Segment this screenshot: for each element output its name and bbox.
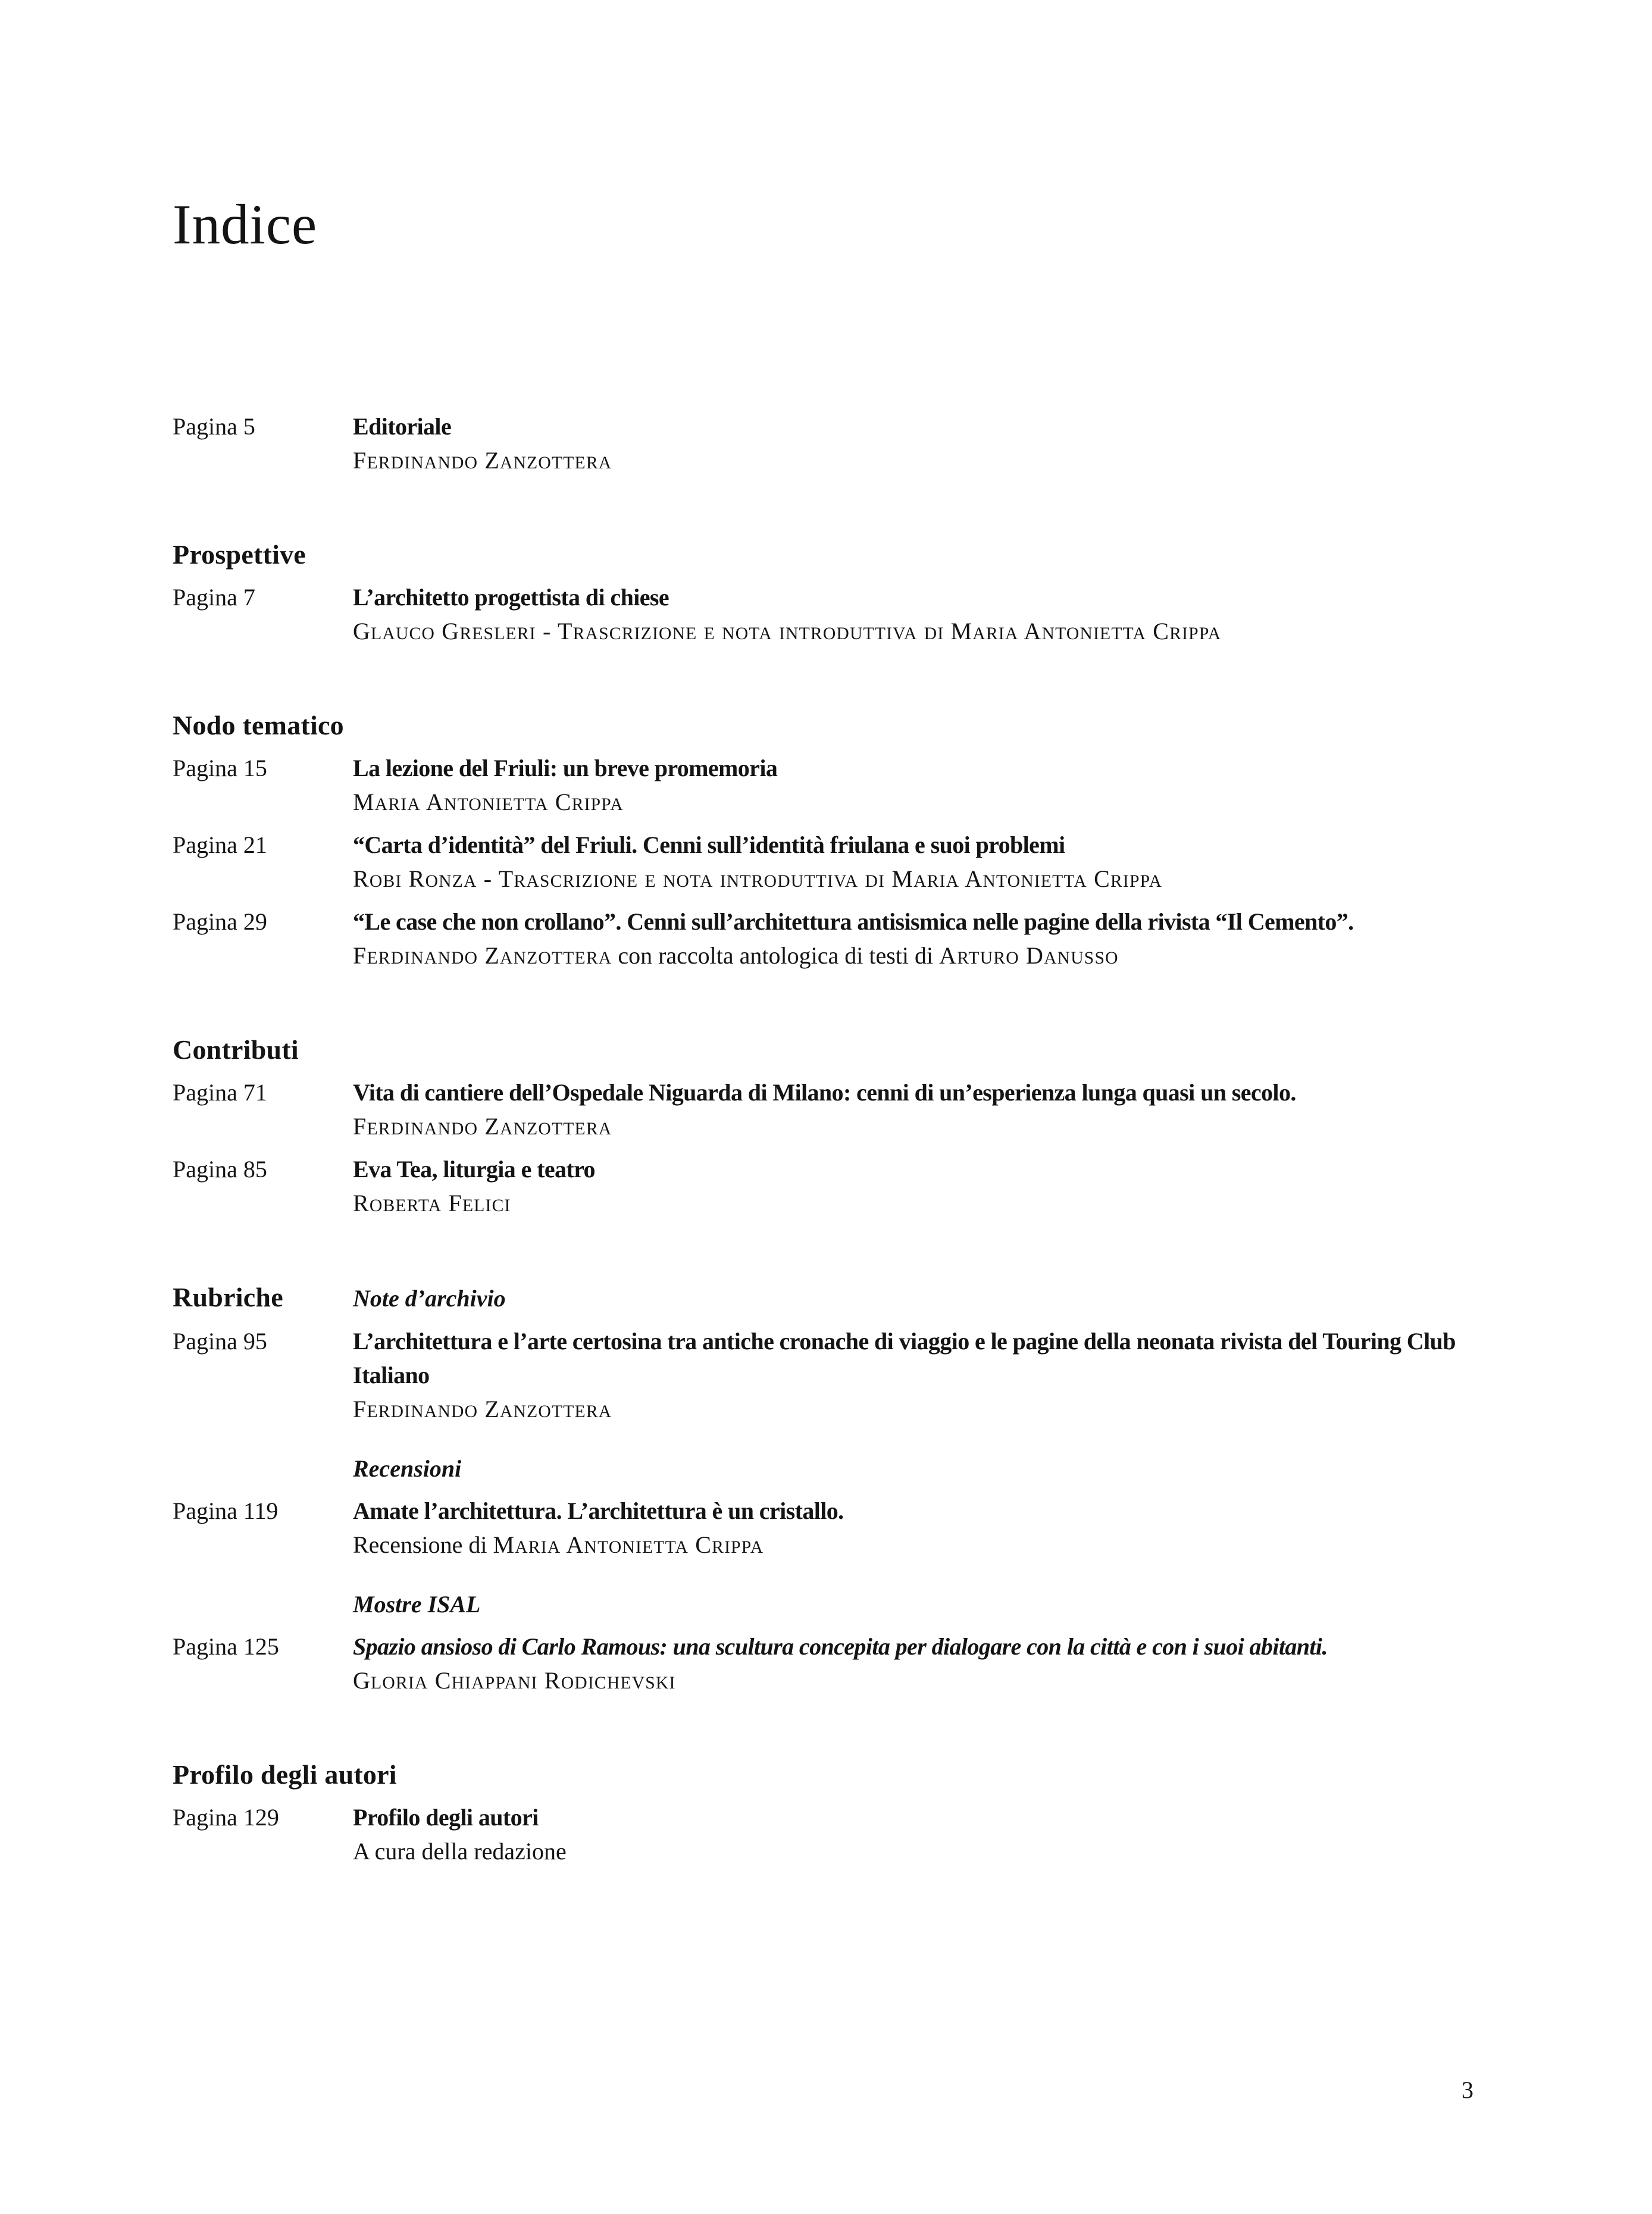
entry-title: Eva Tea, liturgia e teatro	[353, 1156, 595, 1183]
toc-entry	[173, 1075, 1485, 1146]
entry-title: Amate l’architettura. L’architettura è un cristallo.	[353, 1497, 844, 1524]
entry-page-label: Pagina 21	[173, 831, 267, 858]
entry-author: Recensione di MARIA ANTONIETTA CRIPPA	[353, 1531, 764, 1558]
entry-page-label: Pagina 71	[173, 1079, 267, 1106]
page-number: 3	[1462, 2077, 1473, 2103]
section-heading: Rubriche	[173, 1282, 283, 1312]
smallcaps-text: FERDINANDO ZANZOTTERA	[353, 1113, 612, 1140]
smallcaps-text: MARIA ANTONIETTA CRIPPA	[353, 789, 624, 815]
toc-entry	[173, 1630, 1485, 1700]
toc-entry	[173, 580, 1485, 651]
toc-entry	[173, 1800, 1485, 1868]
toc-heading	[173, 1035, 1485, 1065]
toc-heading-with-sub	[173, 1283, 1485, 1314]
entry-author	[353, 1186, 1485, 1223]
toc	[173, 409, 1485, 1868]
entry-title: Spazio ansioso di Carlo Ramous: una scultura concepita per dialogare con la città e con i suoi abitanti.	[353, 1633, 1328, 1660]
section-heading: Nodo tematico	[173, 710, 344, 740]
entry-page-label: Pagina 125	[173, 1633, 279, 1660]
entry-page-label: Pagina 95	[173, 1328, 267, 1355]
entry-title: “Carta d’identità” del Friuli. Cenni sull’identità friulana e suoi problemi	[353, 831, 1065, 858]
entry-title: “Le case che non crollano”. Cenni sull’architettura antisismica nelle pagine della rivista “Il Cemento”.	[353, 908, 1354, 935]
toc-entry	[173, 1494, 1485, 1565]
toc-entry	[173, 409, 1485, 480]
toc-entry	[173, 905, 1485, 975]
section-subheading: Note d’archivio	[353, 1285, 506, 1312]
toc-heading	[173, 540, 1485, 570]
section-heading: Contributi	[173, 1034, 299, 1065]
toc-heading	[173, 711, 1485, 740]
smallcaps-text: ROBERTA FELICI	[353, 1190, 511, 1217]
entry-title: Vita di cantiere dell’Ospedale Niguarda di Milano: cenni di un’esperienza lunga quasi un secolo.	[353, 1079, 1296, 1106]
toc-entry	[173, 1324, 1485, 1429]
entry-title: Editoriale	[353, 413, 452, 440]
entry-page-label: Pagina 15	[173, 755, 267, 781]
smallcaps-text: ROBI RONZA - TRASCRIZIONE E NOTA INTRODUTTIVA DI MARIA ANTONIETTA CRIPPA	[353, 865, 1163, 892]
smallcaps-text: FERDINANDO ZANZOTTERA	[353, 1396, 612, 1422]
entry-page-label: Pagina 5	[173, 413, 255, 440]
entry-author	[353, 443, 1485, 480]
page-title: Indice	[173, 193, 318, 256]
entry-author	[353, 785, 1485, 822]
smallcaps-text: MARIA ANTONIETTA CRIPPA	[493, 1531, 764, 1558]
toc-heading	[173, 1760, 1485, 1790]
smallcaps-text: FERDINANDO ZANZOTTERA	[353, 447, 612, 474]
entry-page-label: Pagina 7	[173, 584, 255, 611]
entry-page-label: Pagina 85	[173, 1156, 267, 1183]
entry-author: FERDINANDO ZANZOTTERA con raccolta antologica di testi di ARTURO DANUSSO	[353, 942, 1119, 969]
entry-author	[353, 1392, 1485, 1429]
entry-page-label: Pagina 29	[173, 908, 267, 935]
smallcaps-text: FERDINANDO ZANZOTTERA	[353, 942, 612, 969]
entry-author	[353, 862, 1485, 899]
section-heading: Prospettive	[173, 539, 306, 570]
smallcaps-text: GLORIA CHIAPPANI RODICHEVSKI	[353, 1667, 676, 1694]
entry-title: La lezione del Friuli: un breve promemoria	[353, 755, 778, 781]
entry-author	[353, 614, 1485, 651]
section-heading: Profilo degli autori	[173, 1759, 397, 1790]
section-subheading: Mostre ISAL	[353, 1591, 481, 1618]
toc-subheading	[173, 1590, 1485, 1619]
smallcaps-text: ARTURO DANUSSO	[939, 942, 1119, 969]
entry-title: L’architettura e l’arte certosina tra antiche cronache di viaggio e le pagine della neonata rivista del Touring Club Italiano	[353, 1328, 1456, 1389]
entry-author	[353, 1109, 1485, 1146]
toc-entry	[173, 828, 1485, 899]
toc-subheading	[173, 1454, 1485, 1484]
entry-author	[353, 1663, 1485, 1700]
entry-page-label: Pagina 129	[173, 1804, 279, 1831]
toc-entry	[173, 751, 1485, 822]
entry-title: Profilo degli autori	[353, 1804, 539, 1831]
entry-author: A cura della redazione	[353, 1838, 567, 1865]
smallcaps-text: GLAUCO GRESLERI - TRASCRIZIONE E NOTA INTRODUTTIVA DI MARIA ANTONIETTA CRIPPA	[353, 618, 1222, 645]
entry-title: L’architetto progettista di chiese	[353, 584, 669, 611]
section-subheading: Recensioni	[353, 1455, 462, 1482]
entry-page-label: Pagina 119	[173, 1497, 279, 1524]
toc-entry	[173, 1152, 1485, 1223]
